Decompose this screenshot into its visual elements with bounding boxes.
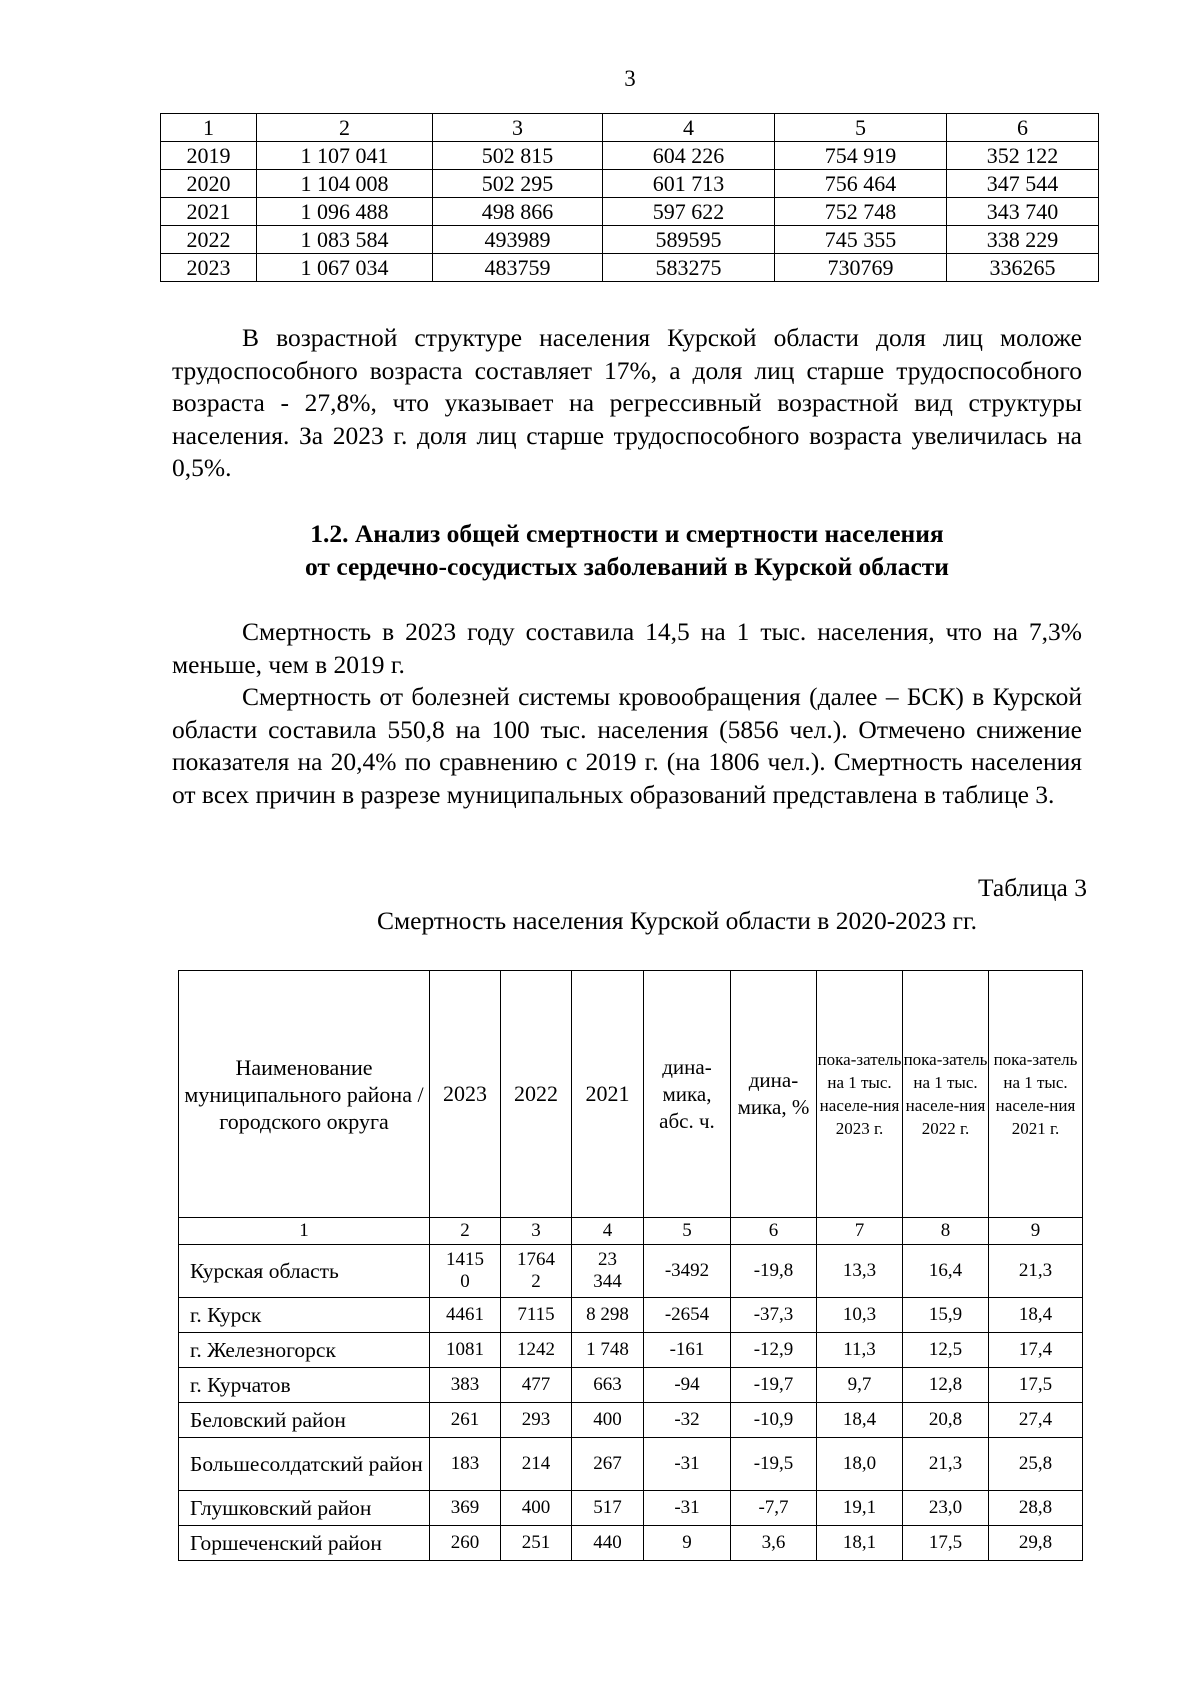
value-cell: 7115 xyxy=(501,1298,572,1333)
value-cell: -31 xyxy=(644,1438,731,1491)
district-name: г. Курчатов xyxy=(179,1368,430,1403)
value-cell: 17,4 xyxy=(989,1333,1083,1368)
table-cell: 583275 xyxy=(603,254,775,282)
value-cell: 477 xyxy=(501,1368,572,1403)
value-cell: 260 xyxy=(430,1526,501,1561)
table-row xyxy=(179,1438,1083,1491)
table-cell: 597 622 xyxy=(603,198,775,226)
table-cell: 2021 xyxy=(161,198,257,226)
table-cell: 4 xyxy=(603,114,775,142)
column-number: 5 xyxy=(644,1218,731,1245)
value-cell: 23,0 xyxy=(903,1491,989,1526)
column-number: 2 xyxy=(430,1218,501,1245)
value-cell: -37,3 xyxy=(731,1298,817,1333)
table-row xyxy=(161,142,1099,170)
value-part: 1415 xyxy=(446,1249,484,1270)
value-cell: -19,8 xyxy=(731,1245,817,1298)
table-row xyxy=(161,254,1099,282)
district-name: Горшеченский район xyxy=(179,1526,430,1561)
table-cell: 1 096 488 xyxy=(257,198,433,226)
district-name: г. Железногорск xyxy=(179,1333,430,1368)
value-cell: -32 xyxy=(644,1403,731,1438)
population-table xyxy=(160,113,1099,282)
section-heading xyxy=(172,517,1082,583)
value-cell: 17,5 xyxy=(903,1526,989,1561)
table-cell: 502 295 xyxy=(433,170,603,198)
column-number: 1 xyxy=(179,1218,430,1245)
value-cell: 214 xyxy=(501,1438,572,1491)
district-name: Большесолдатский район xyxy=(179,1438,430,1491)
value-cell: 18,1 xyxy=(817,1526,903,1561)
header-2023: 2023 xyxy=(430,971,501,1218)
value-cell: 440 xyxy=(572,1526,644,1561)
table-cell: 483759 xyxy=(433,254,603,282)
table-cell: 6 xyxy=(947,114,1099,142)
value-cell: -3492 xyxy=(644,1245,731,1298)
value-cell: -7,7 xyxy=(731,1491,817,1526)
value-cell: 1 748 xyxy=(572,1333,644,1368)
header-indicator-2021: пока-затель на 1 тыс. населе-ния 2021 г. xyxy=(989,971,1083,1218)
paragraph-age-structure: В возрастной структуре населения Курской области доля лиц моложе трудоспособного возраста составляет 17%, а доля лиц старше трудоспособного возраста - 27,8%, что указывает на регрессивный возрастной вид структуры населения. За 2023 г. доля лиц старше трудоспособного возраста увеличилась на 0,5%. xyxy=(172,323,1082,482)
header-dynamics-pct: дина-мика, % xyxy=(731,971,817,1218)
value-cell: -10,9 xyxy=(731,1403,817,1438)
table-cell: 730769 xyxy=(775,254,947,282)
value-cell: -12,9 xyxy=(731,1333,817,1368)
value-cell: -94 xyxy=(644,1368,731,1403)
table-cell: 2023 xyxy=(161,254,257,282)
table-row xyxy=(179,1368,1083,1403)
table-row xyxy=(161,226,1099,254)
paragraph-bsk-mortality: Смертность от болезней системы кровообращения (далее – БСК) в Курской области составила 550,8 на 100 тыс. населения (5856 чел.). Отмечено снижение показателя на 20,4% по сравнению с 2019 г. (на 1806 чел.). Смертность населения от всех причин в разрезе муниципальных образований представлена в таблице 3. xyxy=(172,682,1082,809)
value-cell: 18,4 xyxy=(817,1403,903,1438)
value-cell: 15,9 xyxy=(903,1298,989,1333)
table-cell: 352 122 xyxy=(947,142,1099,170)
header-indicator-2023: пока-затель на 1 тыс. населе-ния 2023 г. xyxy=(817,971,903,1218)
table-cell: 2020 xyxy=(161,170,257,198)
value-cell: 13,3 xyxy=(817,1245,903,1298)
table-cell: 601 713 xyxy=(603,170,775,198)
value-cell: 369 xyxy=(430,1491,501,1526)
table-cell: 752 748 xyxy=(775,198,947,226)
value-cell: 12,5 xyxy=(903,1333,989,1368)
table-cell: 604 226 xyxy=(603,142,775,170)
table-cell: 502 815 xyxy=(433,142,603,170)
value-cell: 16,4 xyxy=(903,1245,989,1298)
value-cell: 8 298 xyxy=(572,1298,644,1333)
value-cell: 10,3 xyxy=(817,1298,903,1333)
value-cell: 9,7 xyxy=(817,1368,903,1403)
column-numbers-row xyxy=(179,1218,1083,1245)
table-cell: 745 355 xyxy=(775,226,947,254)
table-cell: 2019 xyxy=(161,142,257,170)
table-cell: 347 544 xyxy=(947,170,1099,198)
table-cell: 2022 xyxy=(161,226,257,254)
value-cell: 18,4 xyxy=(989,1298,1083,1333)
column-number: 4 xyxy=(572,1218,644,1245)
header-dynamics-abs: дина-мика, абс. ч. xyxy=(644,971,731,1218)
column-number: 7 xyxy=(817,1218,903,1245)
value-cell: -161 xyxy=(644,1333,731,1368)
value-cell: -31 xyxy=(644,1491,731,1526)
table-row xyxy=(179,1298,1083,1333)
table-cell: 1 104 008 xyxy=(257,170,433,198)
value-cell xyxy=(572,1245,644,1298)
value-cell: 1242 xyxy=(501,1333,572,1368)
value-part: 0 xyxy=(460,1271,470,1292)
table-label: Таблица 3 xyxy=(977,873,1087,902)
value-cell xyxy=(430,1245,501,1298)
table-row xyxy=(161,170,1099,198)
value-cell: 183 xyxy=(430,1438,501,1491)
value-cell: 18,0 xyxy=(817,1438,903,1491)
table-row xyxy=(179,1526,1083,1561)
value-cell: 1081 xyxy=(430,1333,501,1368)
value-cell: 19,1 xyxy=(817,1491,903,1526)
header-2021: 2021 xyxy=(572,971,644,1218)
value-cell xyxy=(501,1245,572,1298)
value-cell: 517 xyxy=(572,1491,644,1526)
column-number: 9 xyxy=(989,1218,1083,1245)
table-cell: 2 xyxy=(257,114,433,142)
value-cell: 29,8 xyxy=(989,1526,1083,1561)
section-heading-line-2: от сердечно-сосудистых заболеваний в Курской области xyxy=(305,552,949,581)
table-header-row xyxy=(179,971,1083,1218)
district-name: Глушковский район xyxy=(179,1491,430,1526)
table-cell: 754 919 xyxy=(775,142,947,170)
value-cell: 21,3 xyxy=(903,1438,989,1491)
value-cell: 21,3 xyxy=(989,1245,1083,1298)
value-part: 2 xyxy=(531,1271,541,1292)
page-number: 3 xyxy=(624,66,636,91)
district-name: Курская область xyxy=(179,1245,430,1298)
value-cell: 293 xyxy=(501,1403,572,1438)
value-cell: 383 xyxy=(430,1368,501,1403)
value-cell: 251 xyxy=(501,1526,572,1561)
value-cell: 9 xyxy=(644,1526,731,1561)
value-cell: 11,3 xyxy=(817,1333,903,1368)
table-cell: 343 740 xyxy=(947,198,1099,226)
table-row xyxy=(179,1491,1083,1526)
value-cell: -19,5 xyxy=(731,1438,817,1491)
value-cell: 3,6 xyxy=(731,1526,817,1561)
table-header-row xyxy=(161,114,1099,142)
column-number: 8 xyxy=(903,1218,989,1245)
value-cell: 27,4 xyxy=(989,1403,1083,1438)
table-cell: 1 xyxy=(161,114,257,142)
table-cell: 5 xyxy=(775,114,947,142)
column-number: 6 xyxy=(731,1218,817,1245)
table-row xyxy=(179,1245,1083,1298)
value-cell: 663 xyxy=(572,1368,644,1403)
table-cell: 1 107 041 xyxy=(257,142,433,170)
value-cell: 28,8 xyxy=(989,1491,1083,1526)
paragraph-mortality: Смертность в 2023 году составила 14,5 на 1 тыс. населения, что на 7,3% меньше, чем в 2019 г. xyxy=(172,617,1082,679)
value-cell: 267 xyxy=(572,1438,644,1491)
header-indicator-2022: пока-затель на 1 тыс. населе-ния 2022 г. xyxy=(903,971,989,1218)
table-cell: 493989 xyxy=(433,226,603,254)
table-cell: 3 xyxy=(433,114,603,142)
value-cell: 4461 xyxy=(430,1298,501,1333)
table-title: Смертность населения Курской области в 2020-2023 гг. xyxy=(377,906,977,935)
table-row xyxy=(161,198,1099,226)
table-cell: 498 866 xyxy=(433,198,603,226)
district-name: г. Курск xyxy=(179,1298,430,1333)
mortality-table xyxy=(178,970,1083,1561)
table-row xyxy=(179,1403,1083,1438)
table-row xyxy=(179,1333,1083,1368)
table-cell: 336265 xyxy=(947,254,1099,282)
value-cell: 20,8 xyxy=(903,1403,989,1438)
value-cell: 400 xyxy=(572,1403,644,1438)
value-cell: 17,5 xyxy=(989,1368,1083,1403)
value-cell: 400 xyxy=(501,1491,572,1526)
value-cell: -19,7 xyxy=(731,1368,817,1403)
value-part: 344 xyxy=(593,1271,622,1292)
table-cell: 338 229 xyxy=(947,226,1099,254)
table-cell: 1 083 584 xyxy=(257,226,433,254)
table-cell: 1 067 034 xyxy=(257,254,433,282)
section-heading-line-1: 1.2. Анализ общей смертности и смертности населения xyxy=(310,519,944,548)
value-part: 1764 xyxy=(517,1249,555,1270)
value-cell: 261 xyxy=(430,1403,501,1438)
value-cell: 12,8 xyxy=(903,1368,989,1403)
value-cell: -2654 xyxy=(644,1298,731,1333)
header-2022: 2022 xyxy=(501,971,572,1218)
header-name: Наименование муниципального района / городского округа xyxy=(179,971,430,1218)
table-cell: 589595 xyxy=(603,226,775,254)
district-name: Беловский район xyxy=(179,1403,430,1438)
value-part: 23 xyxy=(598,1249,617,1270)
value-cell: 25,8 xyxy=(989,1438,1083,1491)
table-cell: 756 464 xyxy=(775,170,947,198)
column-number: 3 xyxy=(501,1218,572,1245)
